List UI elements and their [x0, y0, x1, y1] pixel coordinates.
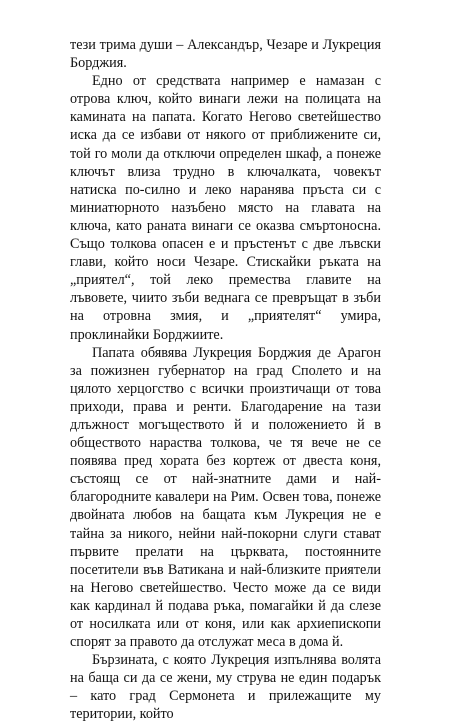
body-text	[70, 36, 381, 724]
paragraph-3: Папата обявява Лукреция Борджия де Арагон за пожизнен губернатор на град Сполето и на цялото херцогство с всички произтичащи от това приходи, права и ренти. Благодарение на тази длъжност могъществото й и положението й в обществото нараства толкова, че тя вече не се появява пред хората без кортеж от двеста коня, състоящ се от най-знатните дами и най-благородните кавалери на Рим. Освен това, понеже двойната любов на бащата към Лукреция не е тайна за никого, нейни най-покорни слуги стават първите прелати на църквата, постоянните посетители във Ватикана и най-близките приятели на Негово светейшество. Често може да се види как кардинал й подава ръка, помагайки й да слезе от носилката или от коня, или как архиепископи спорят за правото да отслужат меса в дома й.	[70, 344, 381, 651]
paragraph-2: Едно от средствата например е намазан с отрова ключ, който винаги лежи на полицата на камината на папата. Когато Негово светейшество иска да се избави от някого от приближените си, той го моли да отключи определен шкаф, а понеже ключът влиза трудно в ключалката, човекът натиска по-силно и леко наранява пръста си с миниатюрното назъбено място на главата на ключа, като раната винаги се оказва смъртоносна. Също толкова опасен е и пръстенът с две лъвски глави, който носи Чезаре. Стискайки ръката на „приятел“, той леко премества главите на лъвовете, чиито зъби веднага се превръщат в зъби на отровна змия, и „приятелят“ умира, проклинайки Борджиите.	[70, 73, 381, 343]
paragraph-1: тези трима души – Александър, Чезаре и Лукреция Борджия.	[70, 37, 381, 72]
paragraph-4: Бързината, с която Лукреция изпълнява волята на баща си да се жени, му струва не един подарък – като град Сермонета и прилежащите му територии, който	[70, 652, 381, 723]
